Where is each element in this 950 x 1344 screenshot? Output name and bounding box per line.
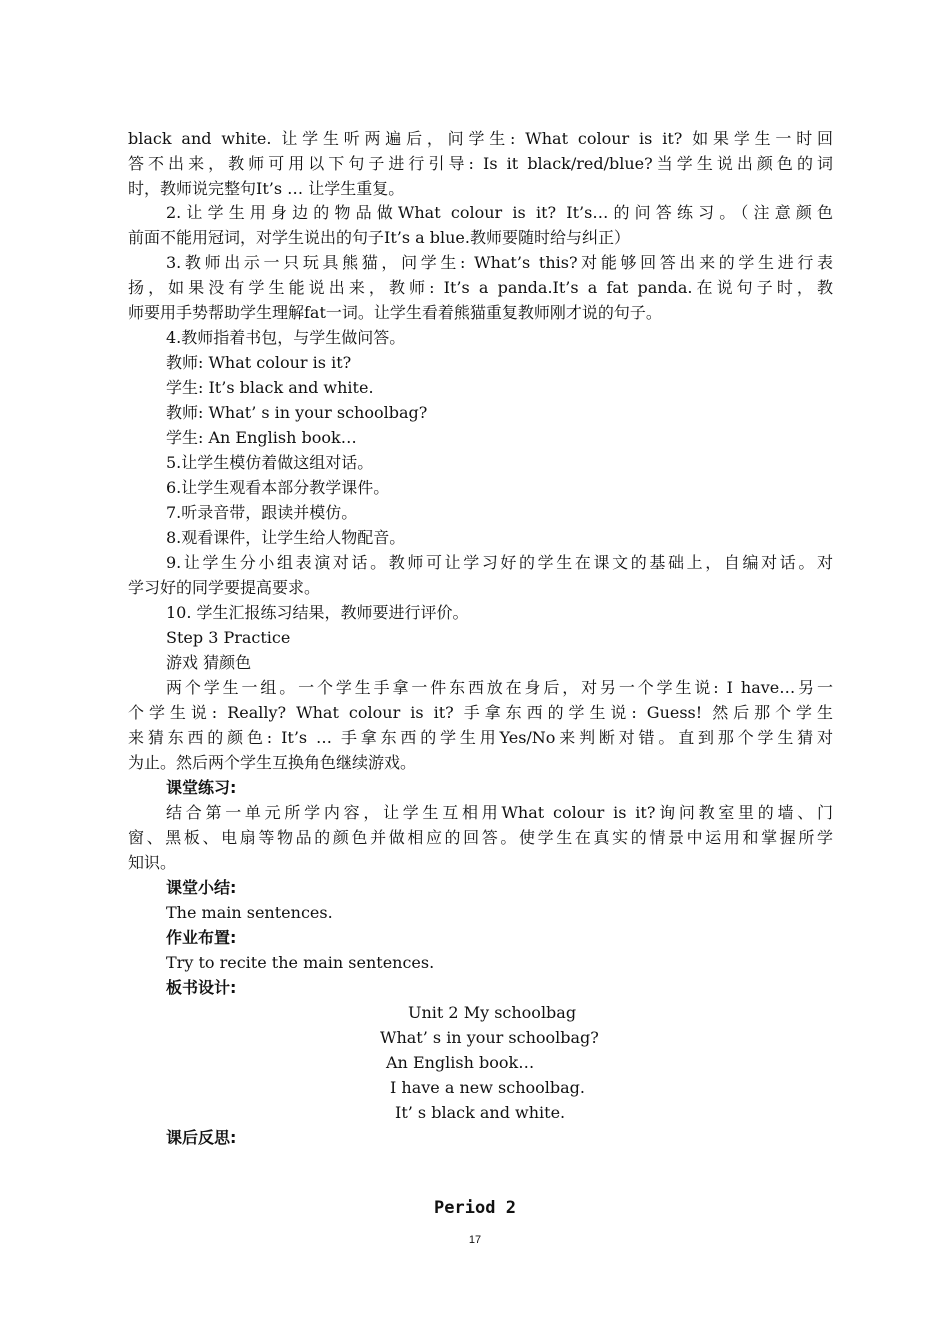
paragraph-line: 4.教师指着书包，与学生做问答。: [166, 328, 406, 347]
paragraph-line: 10. 学生汇报练习结果，教师要进行评价。: [166, 603, 469, 622]
section-heading: 作业布置:: [166, 928, 237, 947]
section-heading: Step 3 Practice: [166, 628, 291, 647]
section-heading: 课堂小结:: [166, 878, 237, 897]
board-line: It’ s black and white.: [395, 1103, 566, 1122]
paragraph-line: 时，教师说完整句It’s … 让学生重复。: [128, 179, 405, 198]
paragraph-line: 3.教师出示一只玩具熊猫，问学生: What’s this?对能够回答出来的学生进行表: [166, 253, 833, 272]
board-line: What’ s in your schoolbag?: [380, 1028, 599, 1047]
paragraph-line: 窗、黑板、电扇等物品的颜色并做相应的回答。使学生在真实的情景中运用和掌握所学: [128, 828, 833, 847]
paragraph-line: 结合第一单元所学内容，让学生互相用What colour is it?询问教室里的墙、门: [166, 803, 833, 822]
paragraph-line: 5.让学生模仿着做这组对话。: [166, 453, 374, 472]
paragraph-line: 来猜东西的颜色: It’s … 手拿东西的学生用Yes/No来判断对错。直到那个学生猜对: [128, 728, 833, 747]
section-heading: 课堂练习:: [166, 778, 237, 797]
paragraph-line: 9.让学生分小组表演对话。教师可让学习好的学生在课文的基础上，自编对话。对: [166, 553, 833, 572]
paragraph-line: 知识。: [128, 853, 177, 872]
dialogue-line: 教师: What colour is it?: [166, 353, 352, 372]
dialogue-line: 学生: An English book…: [166, 428, 357, 447]
paragraph-line: 8.观看课件，让学生给人物配音。: [166, 528, 406, 547]
paragraph-line: 两个学生一组。一个学生手拿一件东西放在身后，对另一个学生说: I have…另一: [166, 678, 833, 697]
paragraph-line: 师要用手势帮助学生理解fat一词。让学生看着熊猫重复教师刚才说的句子。: [128, 303, 662, 322]
dialogue-line: 教师: What’ s in your schoolbag?: [166, 403, 428, 422]
paragraph-line: 前面不能用冠词，对学生说出的句子It’s a blue.教师要随时给与纠正）: [128, 228, 630, 247]
paragraph-line: 个学生说: Really? What colour is it? 手拿东西的学生说: Guess! 然后那个学生: [128, 703, 833, 722]
page-number: 17: [468, 1234, 482, 1246]
board-line: An English book…: [386, 1053, 535, 1072]
paragraph-line: 6.让学生观看本部分教学课件。: [166, 478, 390, 497]
paragraph-line: Try to recite the main sentences.: [166, 953, 435, 972]
period-heading: Period 2: [434, 1198, 516, 1218]
paragraph-line: black and white. 让学生听两遍后，问学生: What colour is it? 如果学生一时回: [128, 129, 833, 148]
board-line: I have a new schoolbag.: [390, 1078, 585, 1097]
dialogue-line: 学生: It’s black and white.: [166, 378, 374, 397]
board-line: Unit 2 My schoolbag: [408, 1003, 577, 1022]
paragraph-line: 扬，如果没有学生能说出来，教师: It’s a panda.It’s a fat panda.在说句子时，教: [128, 278, 833, 297]
paragraph-line: The main sentences.: [166, 903, 333, 922]
paragraph-line: 为止。然后两个学生互换角色继续游戏。: [128, 753, 417, 772]
paragraph-line: 7.听录音带，跟读并模仿。: [166, 503, 358, 522]
section-heading: 课后反思:: [166, 1128, 237, 1147]
paragraph-line: 2.让学生用身边的物品做What colour is it? It’s…的问答练习。（注意颜色: [166, 203, 833, 222]
paragraph-line: 学习好的同学要提高要求。: [128, 578, 321, 597]
section-heading: 板书设计:: [166, 978, 237, 997]
paragraph-line: 答不出来，教师可用以下句子进行引导: Is it black/red/blue?当学生说出颜色的词: [128, 154, 833, 173]
paragraph-line: 游戏 猜颜色: [166, 653, 252, 672]
